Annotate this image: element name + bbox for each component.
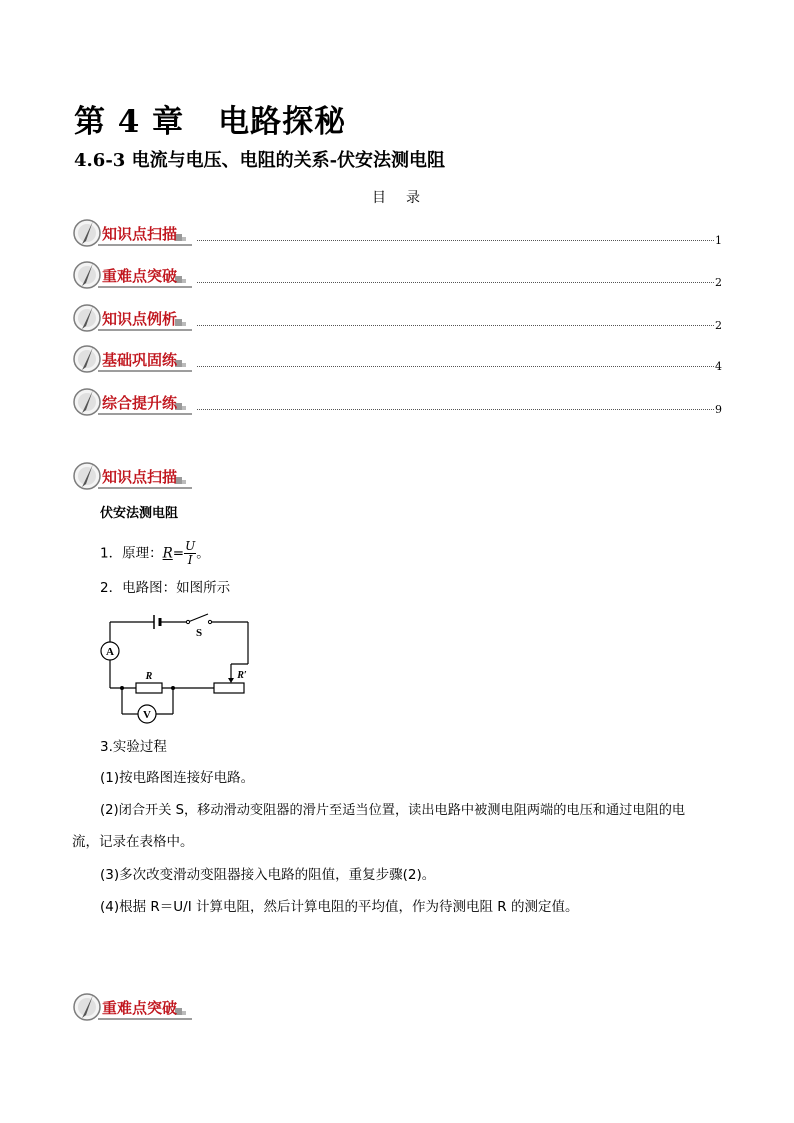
section-heading: 伏安法测电阻 bbox=[100, 506, 179, 521]
lesson-subtitle: 4.6-3 电流与电压、电阻的关系-伏安法测电阻 bbox=[74, 150, 446, 171]
section-badge-knowledge bbox=[72, 461, 197, 491]
circuit-diagram bbox=[98, 608, 258, 724]
section-badge-difficult bbox=[72, 992, 197, 1022]
rheostat-label: R′ bbox=[237, 670, 247, 681]
toc-item[interactable] bbox=[72, 387, 722, 417]
step-1: (1)按电路图连接好电路。 bbox=[100, 770, 255, 786]
principle-r: R bbox=[162, 545, 173, 562]
leader-dots bbox=[197, 240, 714, 241]
principle-fraction bbox=[184, 540, 196, 567]
toc-page-number: 9 bbox=[715, 403, 722, 416]
badge-label: 综合提升练 bbox=[102, 394, 178, 412]
badge-label: 知识点扫描 bbox=[102, 225, 178, 243]
principle-eq: = bbox=[172, 545, 185, 562]
toc-item[interactable] bbox=[72, 218, 722, 248]
section-badge bbox=[72, 344, 197, 374]
badge-label: 基础巩固练 bbox=[102, 351, 178, 369]
toc-item[interactable] bbox=[72, 303, 722, 333]
toc-title-right: 录 bbox=[406, 190, 422, 206]
toc-title bbox=[0, 187, 794, 207]
leader-dots bbox=[197, 366, 714, 367]
chapter-title bbox=[74, 96, 346, 141]
chapter-number: 第 4 章 bbox=[74, 104, 185, 140]
toc-page-number: 1 bbox=[715, 234, 722, 247]
toc-page-number: 2 bbox=[715, 276, 722, 289]
badge-label: 知识点例析 bbox=[102, 310, 178, 328]
badge-label: 重难点突破 bbox=[102, 999, 178, 1017]
process-title: 3.实验过程 bbox=[100, 739, 167, 755]
badge-label: 知识点扫描 bbox=[102, 468, 178, 486]
badge-label: 重难点突破 bbox=[102, 267, 178, 285]
principle-line bbox=[100, 540, 210, 567]
voltmeter-label: V bbox=[143, 709, 151, 721]
section-badge bbox=[72, 260, 197, 290]
leader-dots bbox=[197, 409, 714, 410]
toc-page-number: 4 bbox=[715, 360, 722, 373]
ammeter-label: A bbox=[106, 646, 114, 658]
step-3: (3)多次改变滑动变阻器接入电路的阻值，重复步骤(2)。 bbox=[100, 867, 436, 883]
resistor-label: R bbox=[145, 671, 153, 682]
switch-label: S bbox=[195, 627, 203, 639]
leader-dots bbox=[197, 282, 714, 283]
section-badge bbox=[72, 218, 197, 248]
toc-page-number: 2 bbox=[715, 319, 722, 332]
principle-suffix: 。 bbox=[196, 545, 210, 562]
chapter-name: 电路探秘 bbox=[218, 104, 347, 140]
section-badge bbox=[72, 303, 197, 333]
step-2: (2)闭合开关 S，移动滑动变阻器的滑片至适当位置，读出电路中被测电阻两端的电压和通过电阻的电 bbox=[100, 803, 686, 818]
toc-item[interactable] bbox=[72, 260, 722, 290]
leader-dots bbox=[197, 325, 714, 326]
fraction-denominator: I bbox=[187, 553, 193, 567]
toc-item[interactable] bbox=[72, 344, 722, 374]
circuit-caption: 2．电路图：如图所示 bbox=[100, 580, 231, 596]
toc-title-left: 目 bbox=[372, 190, 388, 206]
section-badge bbox=[72, 387, 197, 417]
step-2-cont: 流，记录在表格中。 bbox=[72, 834, 194, 850]
step-4: (4)根据 R＝U/I 计算电阻，然后计算电阻的平均值，作为待测电阻 R 的测定值。 bbox=[100, 899, 579, 915]
principle-prefix: 1．原理： bbox=[100, 545, 163, 562]
fraction-numerator: U bbox=[185, 539, 196, 553]
